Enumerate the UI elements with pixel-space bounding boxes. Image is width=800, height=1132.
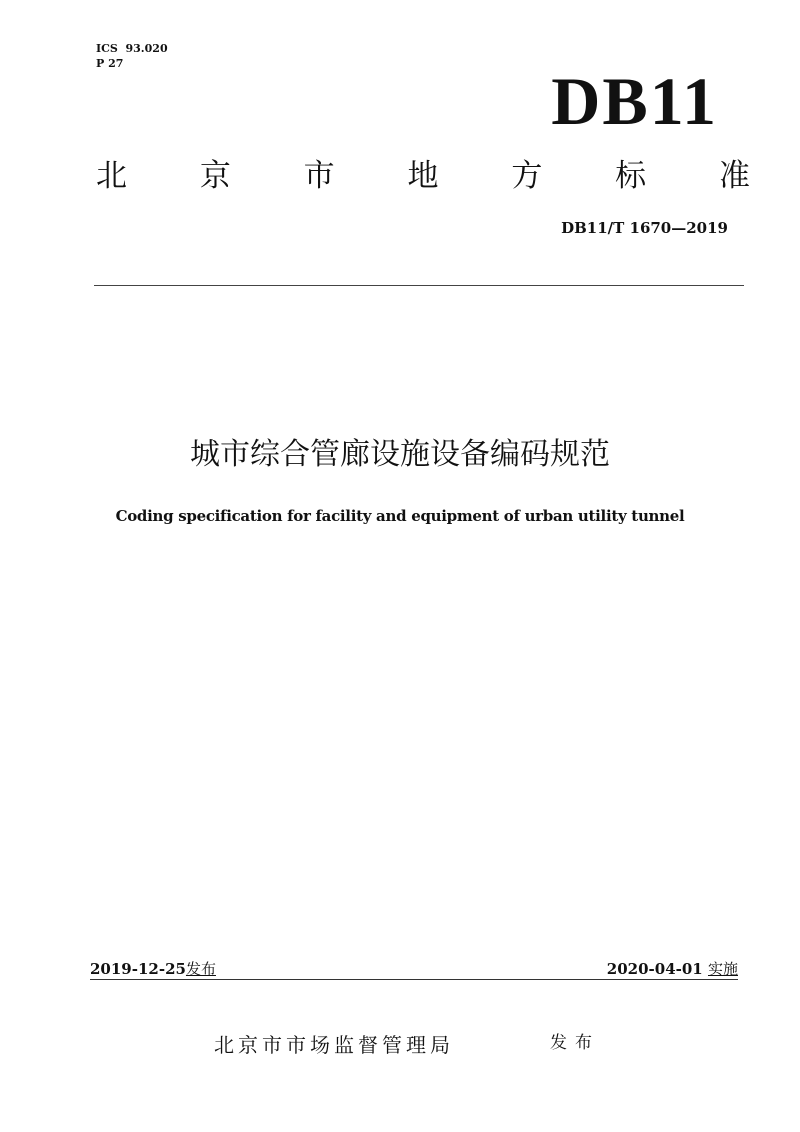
issue-date: 2019-12-25 bbox=[90, 960, 186, 978]
standard-number: DB11/T 1670—2019 bbox=[561, 219, 728, 237]
standard-type-char: 准 bbox=[718, 158, 750, 194]
standard-type-char: 北 bbox=[96, 158, 127, 194]
standard-type bbox=[96, 154, 750, 198]
date-row bbox=[90, 958, 738, 980]
top-divider bbox=[94, 285, 744, 286]
implement-label: 实施 bbox=[707, 960, 738, 978]
publish-label: 发布 bbox=[550, 1033, 600, 1053]
db-mark: DB11 bbox=[551, 63, 718, 139]
issue-date-block bbox=[90, 958, 216, 980]
standard-type-char: 京 bbox=[199, 158, 231, 194]
implement-date: 2020-04-01 bbox=[606, 960, 703, 978]
ccs-code: P 27 bbox=[96, 57, 124, 70]
standard-type-char: 方 bbox=[511, 158, 543, 194]
standard-type-char: 标 bbox=[615, 158, 647, 194]
standard-type-char: 地 bbox=[407, 158, 439, 194]
classification-codes bbox=[96, 41, 168, 71]
implement-date-block bbox=[607, 958, 738, 980]
ics-code: ICS 93.020 bbox=[96, 42, 168, 55]
issuing-authority: 北京市市场监督管理局 bbox=[214, 1033, 454, 1057]
date-divider bbox=[90, 979, 738, 980]
document-title-chinese: 城市综合管廊设施设备编码规范 bbox=[190, 437, 610, 472]
issue-label: 发布 bbox=[185, 960, 216, 978]
standard-type-char: 市 bbox=[303, 158, 335, 194]
document-title-english: Coding specification for facility and equipment of urban utility tunnel bbox=[115, 507, 685, 525]
